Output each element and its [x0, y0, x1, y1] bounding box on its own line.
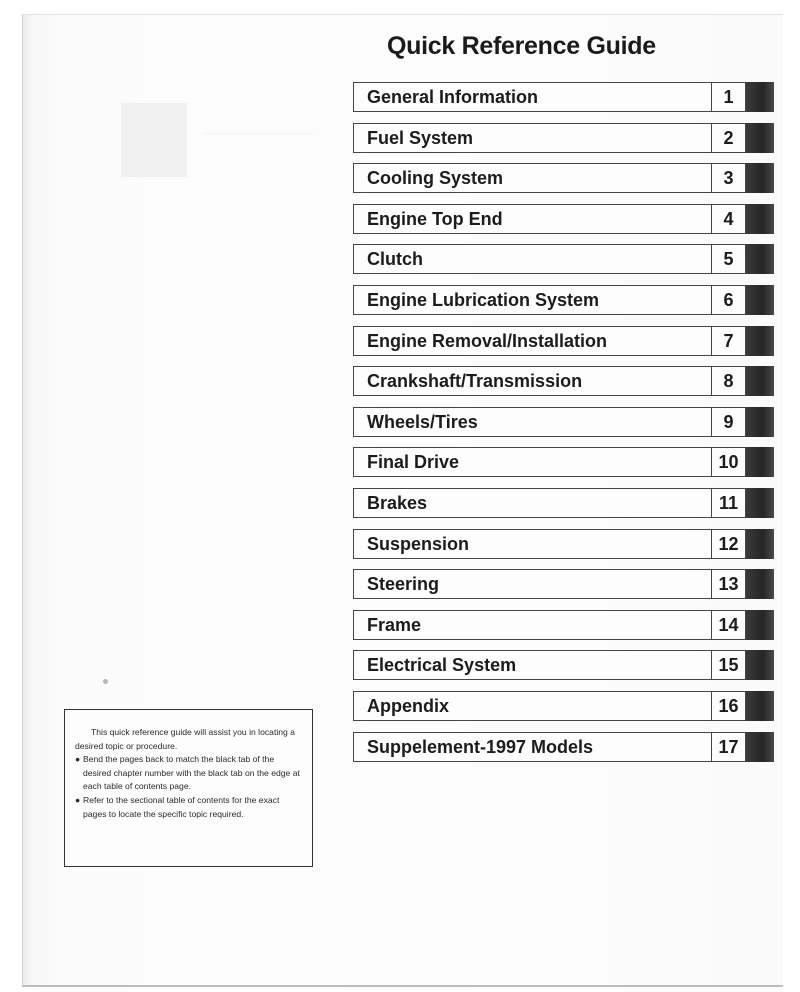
chapter-black-tab[interactable]	[746, 569, 774, 599]
chapter-row[interactable]	[353, 610, 780, 640]
chapter-row[interactable]	[353, 285, 780, 315]
page-speck	[103, 679, 108, 684]
chapter-title: Engine Lubrication System	[353, 285, 712, 315]
chapter-title: Cooling System	[353, 163, 712, 193]
chapter-black-tab[interactable]	[746, 366, 774, 396]
info-intro: This quick reference guide will assist you in locating a desired topic or procedure.	[75, 727, 295, 751]
chapter-title: Crankshaft/Transmission	[353, 366, 712, 396]
chapter-row[interactable]	[353, 204, 780, 234]
chapter-black-tab[interactable]	[746, 732, 774, 762]
chapter-list	[353, 82, 780, 772]
chapter-number: 13	[712, 569, 746, 599]
chapter-number: 12	[712, 529, 746, 559]
chapter-number: 6	[712, 285, 746, 315]
chapter-number: 7	[712, 326, 746, 356]
chapter-row[interactable]	[353, 366, 780, 396]
chapter-black-tab[interactable]	[746, 529, 774, 559]
chapter-title: Engine Removal/Installation	[353, 326, 712, 356]
chapter-number: 16	[712, 691, 746, 721]
chapter-title: Final Drive	[353, 447, 712, 477]
chapter-row[interactable]	[353, 407, 780, 437]
page-title: Quick Reference Guide	[387, 32, 656, 60]
chapter-black-tab[interactable]	[746, 244, 774, 274]
chapter-black-tab[interactable]	[746, 326, 774, 356]
chapter-black-tab[interactable]	[746, 407, 774, 437]
chapter-row[interactable]	[353, 123, 780, 153]
chapter-title: Fuel System	[353, 123, 712, 153]
chapter-number: 10	[712, 447, 746, 477]
chapter-black-tab[interactable]	[746, 82, 774, 112]
chapter-black-tab[interactable]	[746, 691, 774, 721]
chapter-black-tab[interactable]	[746, 610, 774, 640]
chapter-title: Steering	[353, 569, 712, 599]
info-box	[64, 709, 313, 867]
chapter-title: Engine Top End	[353, 204, 712, 234]
chapter-title: Appendix	[353, 691, 712, 721]
chapter-number: 17	[712, 732, 746, 762]
chapter-title: General Information	[353, 82, 712, 112]
chapter-title: Suspension	[353, 529, 712, 559]
chapter-number: 1	[712, 82, 746, 112]
chapter-number: 14	[712, 610, 746, 640]
chapter-number: 2	[712, 123, 746, 153]
bleed-through-logo-block	[121, 103, 187, 177]
bullet-icon: ●	[75, 754, 81, 765]
chapter-black-tab[interactable]	[746, 163, 774, 193]
info-bullet-text: Bend the pages back to match the black tab of the desired chapter number with the black tab on the edge at each table of contents page.	[83, 754, 300, 792]
chapter-number: 4	[712, 204, 746, 234]
chapter-row[interactable]	[353, 244, 780, 274]
chapter-title: Brakes	[353, 488, 712, 518]
info-bullet-text: Refer to the sectional table of contents for the exact pages to locate the specific topic required.	[83, 794, 280, 819]
bleed-through-line	[203, 133, 313, 134]
chapter-row[interactable]	[353, 447, 780, 477]
bullet-icon: ●	[75, 794, 81, 805]
chapter-row[interactable]	[353, 650, 780, 680]
chapter-black-tab[interactable]	[746, 285, 774, 315]
chapter-number: 3	[712, 163, 746, 193]
chapter-title: Frame	[353, 610, 712, 640]
chapter-black-tab[interactable]	[746, 650, 774, 680]
chapter-title: Electrical System	[353, 650, 712, 680]
chapter-black-tab[interactable]	[746, 488, 774, 518]
chapter-row[interactable]	[353, 488, 780, 518]
chapter-row[interactable]	[353, 732, 780, 762]
info-bullet-1	[75, 753, 302, 794]
chapter-row[interactable]	[353, 529, 780, 559]
chapter-row[interactable]	[353, 691, 780, 721]
chapter-title: Suppelement-1997 Models	[353, 732, 712, 762]
chapter-number: 15	[712, 650, 746, 680]
chapter-title: Wheels/Tires	[353, 407, 712, 437]
chapter-number: 8	[712, 366, 746, 396]
chapter-row[interactable]	[353, 569, 780, 599]
chapter-black-tab[interactable]	[746, 447, 774, 477]
info-bullet-2	[75, 794, 302, 821]
chapter-row[interactable]	[353, 82, 780, 112]
chapter-row[interactable]	[353, 163, 780, 193]
chapter-title: Clutch	[353, 244, 712, 274]
chapter-row[interactable]	[353, 326, 780, 356]
chapter-number: 5	[712, 244, 746, 274]
chapter-black-tab[interactable]	[746, 204, 774, 234]
chapter-number: 9	[712, 407, 746, 437]
chapter-black-tab[interactable]	[746, 123, 774, 153]
chapter-number: 11	[712, 488, 746, 518]
